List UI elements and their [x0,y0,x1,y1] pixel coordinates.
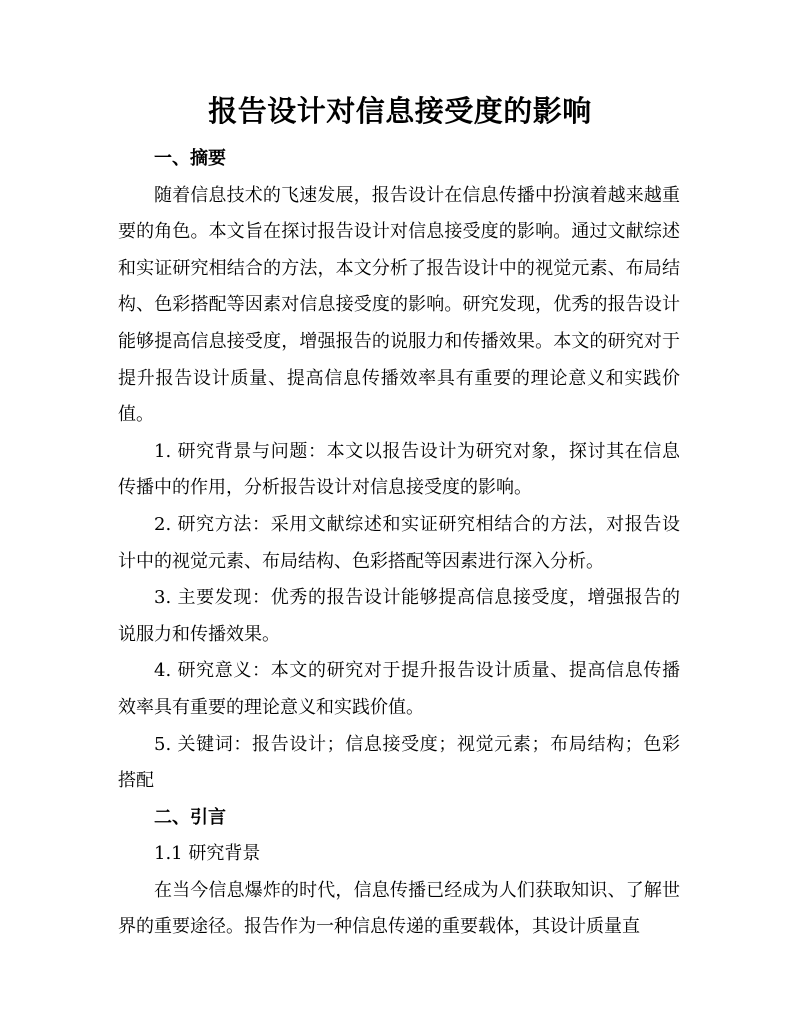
list-item-findings: 3. 主要发现：优秀的报告设计能够提高信息接受度，增强报告的说服力和传播效果。 [118,587,680,645]
document-title: 报告设计对信息接受度的影响 [208,94,592,128]
subsection-heading-background: 1.1 研究背景 [154,843,261,865]
list-item-significance: 4. 研究意义：本文的研究对于提升报告设计质量、提高信息传播效率具有重要的理论意义和实践价值。 [118,660,680,718]
list-item-background: 1. 研究背景与问题：本文以报告设计为研究对象，探讨其在信息传播中的作用，分析报告设计对信息接受度的影响。 [118,440,680,499]
list-item-keywords: 5. 关键词：报告设计；信息接受度；视觉元素；布局结构；色彩搭配 [118,733,680,792]
intro-paragraph: 在当今信息爆炸的时代，信息传播已经成为人们获取知识、了解世界的重要途径。报告作为一种信息传递的重要载体，其设计质量直 [118,879,680,938]
section-heading-abstract: 一、摘要 [154,148,226,169]
abstract-paragraph: 随着信息技术的飞速发展，报告设计在信息传播中扮演着越来越重要的角色。本文旨在探讨报告设计对信息接受度的影响。通过文献综述和实证研究相结合的方法，本文分析了报告设计中的视觉元素、布局结构、色彩搭配等因素对信息接受度的影响。研究发现，优秀的报告设计能够提高信息接受度，增强报告的说服力和传播效果。本文的研究对于提升报告设计质量、提高信息传播效率具有重要的理论意义和实践价值。 [118,184,680,426]
document-body [118,141,680,946]
section-heading-introduction: 二、引言 [154,806,226,828]
list-item-method: 2. 研究方法：采用文献综述和实证研究相结合的方法，对报告设计中的视觉元素、布局结构、色彩搭配等因素进行深入分析。 [118,513,680,572]
